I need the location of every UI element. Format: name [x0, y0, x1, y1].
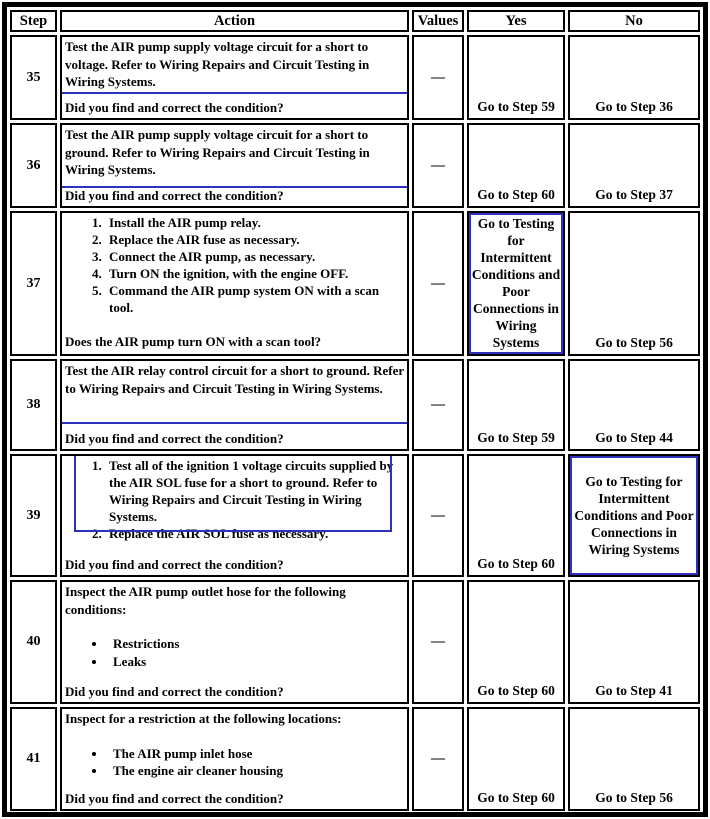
yes-cell	[467, 707, 565, 811]
yes-cell	[467, 359, 565, 451]
no-cell	[568, 454, 700, 577]
yes-cell	[467, 454, 565, 577]
values-dash: —	[431, 69, 445, 85]
yes-instruction: Go to Step 60	[477, 683, 555, 698]
action-question: Did you find and correct the condition?	[65, 556, 284, 572]
yes-instruction: Go to Testing for Intermittent Conditions and Poor Connections in Wiring Systems	[471, 216, 561, 350]
values-cell	[412, 707, 464, 811]
step-number: 41	[10, 707, 57, 811]
action-numbered-list	[65, 214, 404, 316]
step-number: 35	[10, 35, 57, 120]
yes-cell	[467, 35, 565, 120]
action-text-block	[65, 583, 404, 670]
no-instruction: Go to Step 36	[595, 99, 673, 114]
no-cell	[568, 580, 700, 704]
values-dash: —	[431, 634, 445, 649]
action-text: Test the AIR relay control circuit for a short to ground. Refer to Wiring Repairs and Circuit Testing in Wiring Systems.	[65, 363, 404, 396]
step-row-37	[10, 211, 700, 356]
values-dash: —	[431, 157, 445, 173]
step-row-41	[10, 707, 700, 811]
list-item: 4. Turn ON the ignition, with the engine OFF.	[105, 265, 404, 282]
yes-instruction: Go to Step 59	[477, 99, 555, 114]
values-cell	[412, 123, 464, 208]
no-instruction: Go to Step 56	[595, 335, 673, 350]
step-row-38	[10, 359, 700, 451]
list-item: 1. Install the AIR pump relay.	[105, 214, 404, 231]
col-header-step: Step	[10, 10, 57, 32]
action-bullet-list	[65, 745, 404, 780]
no-instruction: Go to Step 56	[595, 790, 673, 805]
list-item: 5. Command the AIR pump system ON with a scan tool.	[105, 282, 404, 316]
list-item: 3. Connect the AIR pump, as necessary.	[105, 248, 404, 265]
no-cell	[568, 123, 700, 208]
values-cell	[412, 35, 464, 120]
col-header-action: Action	[60, 10, 409, 32]
action-cell	[60, 359, 409, 451]
step-number: 39	[10, 454, 57, 577]
yes-instruction: Go to Step 60	[477, 556, 555, 571]
step-row-40	[10, 580, 700, 704]
yes-cell	[467, 580, 565, 704]
col-header-values: Values	[412, 10, 464, 32]
list-item: • The engine air cleaner housing	[107, 762, 404, 780]
yes-instruction: Go to Step 60	[477, 187, 555, 202]
list-item: 2. Replace the AIR fuse as necessary.	[105, 231, 404, 248]
action-cell	[60, 707, 409, 811]
no-instruction: Go to Step 37	[595, 187, 673, 202]
diagnostic-table-border	[2, 2, 708, 817]
values-cell	[412, 211, 464, 356]
action-question: Did you find and correct the condition?	[65, 187, 284, 203]
diagnostic-step-table	[7, 7, 703, 814]
yes-instruction: Go to Step 59	[477, 430, 555, 445]
yes-instruction: Go to Step 60	[477, 790, 555, 805]
action-question: Did you find and correct the condition?	[65, 99, 284, 115]
action-cell	[60, 211, 409, 356]
header-row	[10, 10, 700, 32]
list-item: 1. Test all of the ignition 1 voltage circuits supplied by the AIR SOL fuse for a short to ground. Refer to Wiring Repairs and Circuit Testing in Wiring Systems.	[105, 457, 404, 525]
no-instruction: Go to Testing for Intermittent Conditions and Poor Connections in Wiring Systems	[574, 473, 694, 557]
no-cell	[568, 35, 700, 120]
action-bullet-list	[65, 635, 404, 670]
action-text: Test the AIR pump supply voltage circuit for a short to voltage. Refer to Wiring Repairs and Circuit Testing in Wiring Systems.	[65, 39, 370, 89]
action-text: Inspect for a restriction at the following locations:	[65, 711, 342, 726]
values-cell	[412, 580, 464, 704]
no-instruction: Go to Step 44	[595, 430, 673, 445]
action-cell	[60, 123, 409, 208]
step-row-35	[10, 35, 700, 120]
step-number: 40	[10, 580, 57, 704]
step-number: 36	[10, 123, 57, 208]
action-text: Test the AIR pump supply voltage circuit for a short to ground. Refer to Wiring Repairs and Circuit Testing in Wiring Systems.	[65, 127, 370, 177]
values-dash: —	[431, 397, 445, 412]
col-header-no: No	[568, 10, 700, 32]
list-item: • The AIR pump inlet hose	[107, 745, 404, 763]
values-dash: —	[431, 751, 445, 766]
values-dash: —	[431, 507, 445, 523]
action-question: Does the AIR pump turn ON with a scan tool?	[65, 333, 322, 349]
list-item: 2. Replace the AIR SOL fuse as necessary.	[105, 525, 404, 542]
no-cell	[568, 707, 700, 811]
action-cell	[60, 35, 409, 120]
no-instruction: Go to Step 41	[595, 683, 673, 698]
list-item: • Restrictions	[107, 635, 404, 653]
yes-cell	[467, 123, 565, 208]
yes-cell	[467, 211, 565, 356]
no-cell	[568, 211, 700, 356]
action-question: Did you find and correct the condition?	[65, 430, 284, 446]
action-text: Inspect the AIR pump outlet hose for the following conditions:	[65, 584, 346, 617]
action-numbered-list	[65, 457, 404, 542]
action-cell	[60, 580, 409, 704]
step-row-36	[10, 123, 700, 208]
step-number: 37	[10, 211, 57, 356]
values-cell	[412, 359, 464, 451]
values-cell	[412, 454, 464, 577]
action-question: Did you find and correct the condition?	[65, 790, 284, 806]
step-number: 38	[10, 359, 57, 451]
values-dash: —	[431, 275, 445, 291]
action-question: Did you find and correct the condition?	[65, 683, 284, 699]
action-cell	[60, 454, 409, 577]
list-item: • Leaks	[107, 653, 404, 671]
step-row-39	[10, 454, 700, 577]
no-cell	[568, 359, 700, 451]
action-text-block	[65, 710, 404, 780]
col-header-yes: Yes	[467, 10, 565, 32]
